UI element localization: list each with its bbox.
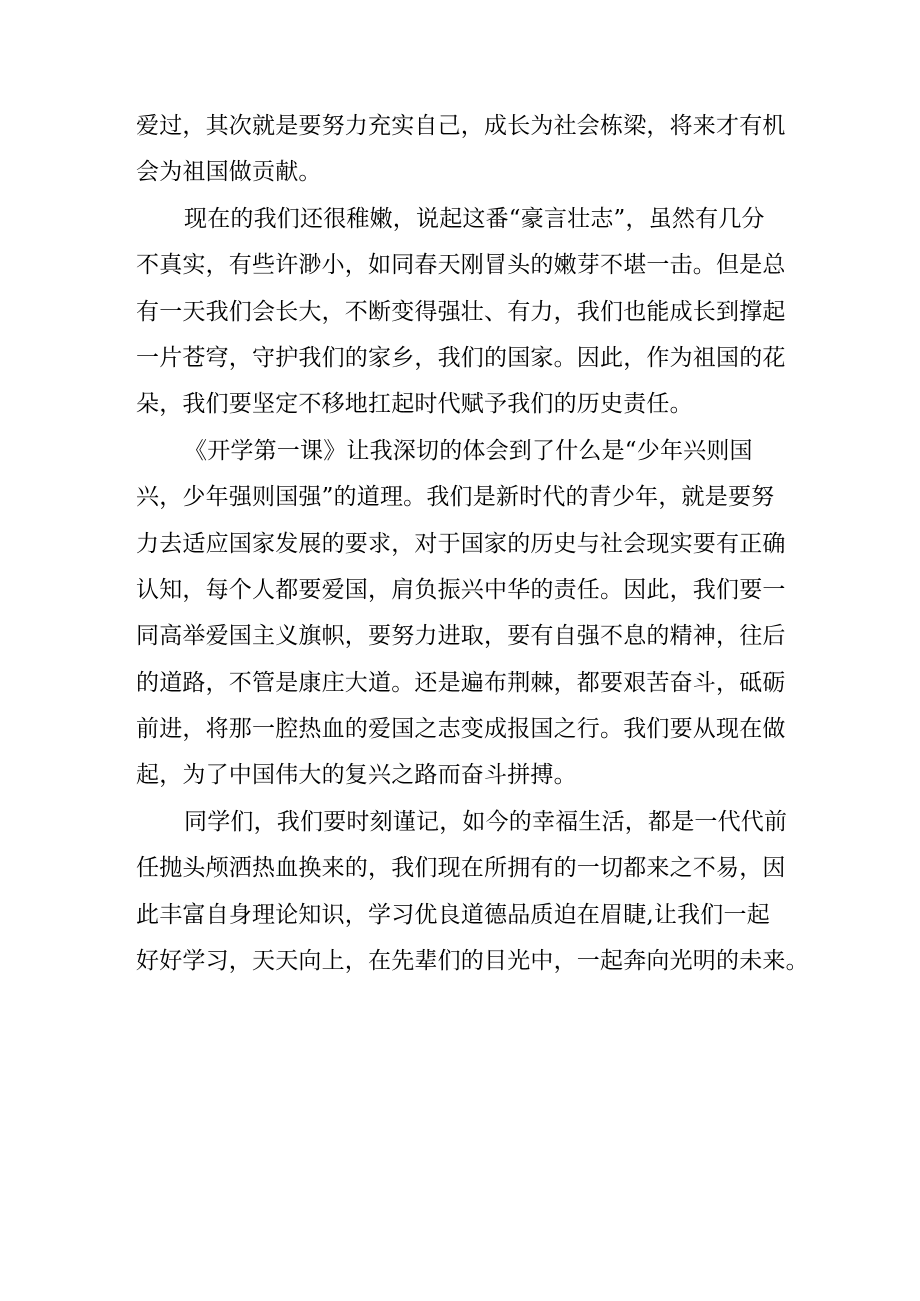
paragraph-3 (136, 428, 786, 799)
paragraph-line: 现在的我们还很稚嫩，说起这番“豪言壮志”，虽然有几分 (184, 205, 765, 232)
paragraph-1 (136, 103, 786, 196)
paragraph-line: 同学们，我们要时刻谨记，如今的幸福生活，都是一代代前 (184, 808, 788, 835)
paragraph-line: 有一天我们会长大，不断变得强壮、有力，我们也能成长到撑起 (136, 298, 786, 325)
paragraph-line: 认知，每个人都要爱国，肩负振兴中华的责任。因此，我们要一 (136, 576, 786, 603)
paragraph-line: 任抛头颅洒热血换来的，我们现在所拥有的一切都来之不易，因 (136, 855, 786, 882)
paragraph-line: 朵，我们要坚定不移地扛起时代赋予我们的历史责任。 (136, 391, 693, 418)
paragraph-line: 同高举爱国主义旗帜，要努力进取，要有自强不息的精神，往后 (136, 623, 786, 650)
paragraph-line: 力去适应国家发展的要求，对于国家的历史与社会现实要有正确 (136, 530, 786, 557)
paragraph-4 (136, 799, 809, 985)
paragraph-line: 一片苍穹，守护我们的家乡，我们的国家。因此，作为祖国的花 (136, 344, 786, 371)
paragraph-line: 《开学第一课》让我深切的体会到了什么是“少年兴则国 (184, 437, 753, 464)
paragraph-line: 前进，将那一腔热血的爱国之志变成报国之行。我们要从现在做 (136, 716, 786, 743)
paragraph-line: 的道路，不管是康庄大道。还是遍布荆棘，都要艰苦奋斗，砥砺 (136, 669, 786, 696)
paragraph-line: 爱过，其次就是要努力充实自己，成长为社会栋梁，将来才有机 (136, 113, 786, 139)
document-body (136, 103, 809, 984)
paragraph-line: 不真实，有些许渺小，如同春天刚冒头的嫩芽不堪一击。但是总 (136, 252, 786, 279)
paragraph-line: 会为祖国做贡献。 (136, 159, 322, 186)
paragraph-line: 好好学习，天天向上，在先辈们的目光中，一起奔向光明的未来。 (136, 948, 809, 975)
paragraph-line: 起，为了中国伟大的复兴之路而奋斗拼搏。 (136, 762, 577, 789)
paragraph-line: 此丰富自身理论知识，学习优良道德品质迫在眉睫,让我们一起 (136, 901, 770, 928)
paragraph-2 (136, 196, 786, 428)
paragraph-line: 兴，少年强则国强”的道理。我们是新时代的青少年，就是要努 (136, 484, 775, 511)
